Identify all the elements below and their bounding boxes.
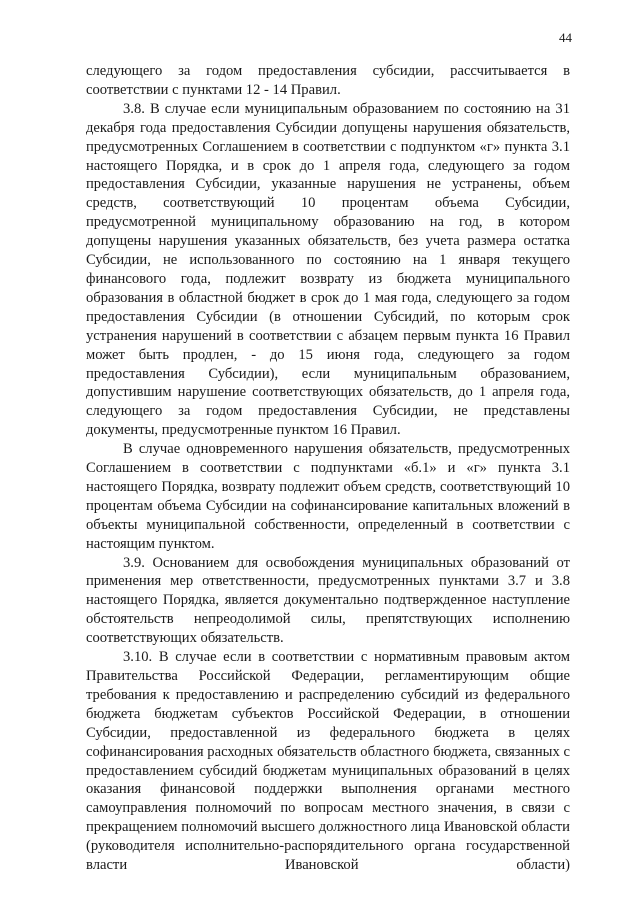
paragraph-simultaneous-violation: В случае одновременного нарушения обязательств, предусмотренных Соглашением в соответствии с подпунктами «б.1» и «г» пункта 3.1 настоящего Порядка, возврату подлежит объем средств, соответствующий 10 процентам объема Субсидии на софинансирование капитальных вложений в объекты муниципальной собственности, определенный в соответствии с настоящим пунктом. [86,441,570,552]
document-body [86,62,570,875]
paragraph-3-8: 3.8. В случае если муниципальным образованием по состоянию на 31 декабря года предоставления Субсидии допущены нарушения обязательств, предусмотренных Соглашением в соответствии с подпунктом «г» пункта 3.1 настоящего Порядка, и в срок до 1 апреля года, следующего за годом предоставления Субсидии, указанные нарушения не устранены, объем средств, соответствующий 10 процентам объема Субсидии, предусмотренной муниципальному образованию на год, в котором допущены нарушения указанных обязательств, без учета размера остатка Субсидии, не использованного по состоянию на 1 января текущего финансового года, подлежит возврату из бюджета муниципального образования в областной бюджет в срок до 1 мая года, следующего за годом предоставления Субсидии (в отношении Субсидий, по которым срок устранения нарушений в соответствии с абзацем первым пункта 16 Правил может быть продлен, - до 15 июня года, следующего за годом предоставления Субсидии), если муниципальным образованием, допустившим нарушение соответствующих обязательств, до 1 апреля года, следующего за годом предоставления Субсидии, не представлены документы, предусмотренные пунктом 16 Правил. [86,100,570,439]
paragraph-3-9: 3.9. Основанием для освобождения муниципальных образований от применения мер ответственности, предусмотренных пунктами 3.7 и 3.8 настоящего Порядка, является документально подтвержденное наступление обстоятельств непреодолимой силы, препятствующих исполнению соответствующих обязательств. [86,554,570,647]
paragraph-continuation: следующего за годом предоставления субсидии, рассчитывается в соответствии с пунктами 12 - 14 Правил. [86,63,570,98]
paragraph-3-10: 3.10. В случае если в соответствии с нормативным правовым актом Правительства Российской Федерации, регламентирующим общие требования к предоставлению и распределению субсидий из федерального бюджета бюджетам субъектов Российской Федерации, в отношении Субсидии, предоставленной из федерального бюджета в целях софинансирования расходных обязательств областного бюджета, связанных с предоставлением субсидий бюджетам муниципальных образований в целях оказания финансовой поддержки выполнения органами местного самоуправления полномочий по вопросам местного значения, в связи с прекращением полномочий высшего должностного лица Ивановской области (руководителя исполнительно-распорядительного органа государственной власти Ивановской области) [86,649,570,874]
page-number: 44 [559,30,572,45]
